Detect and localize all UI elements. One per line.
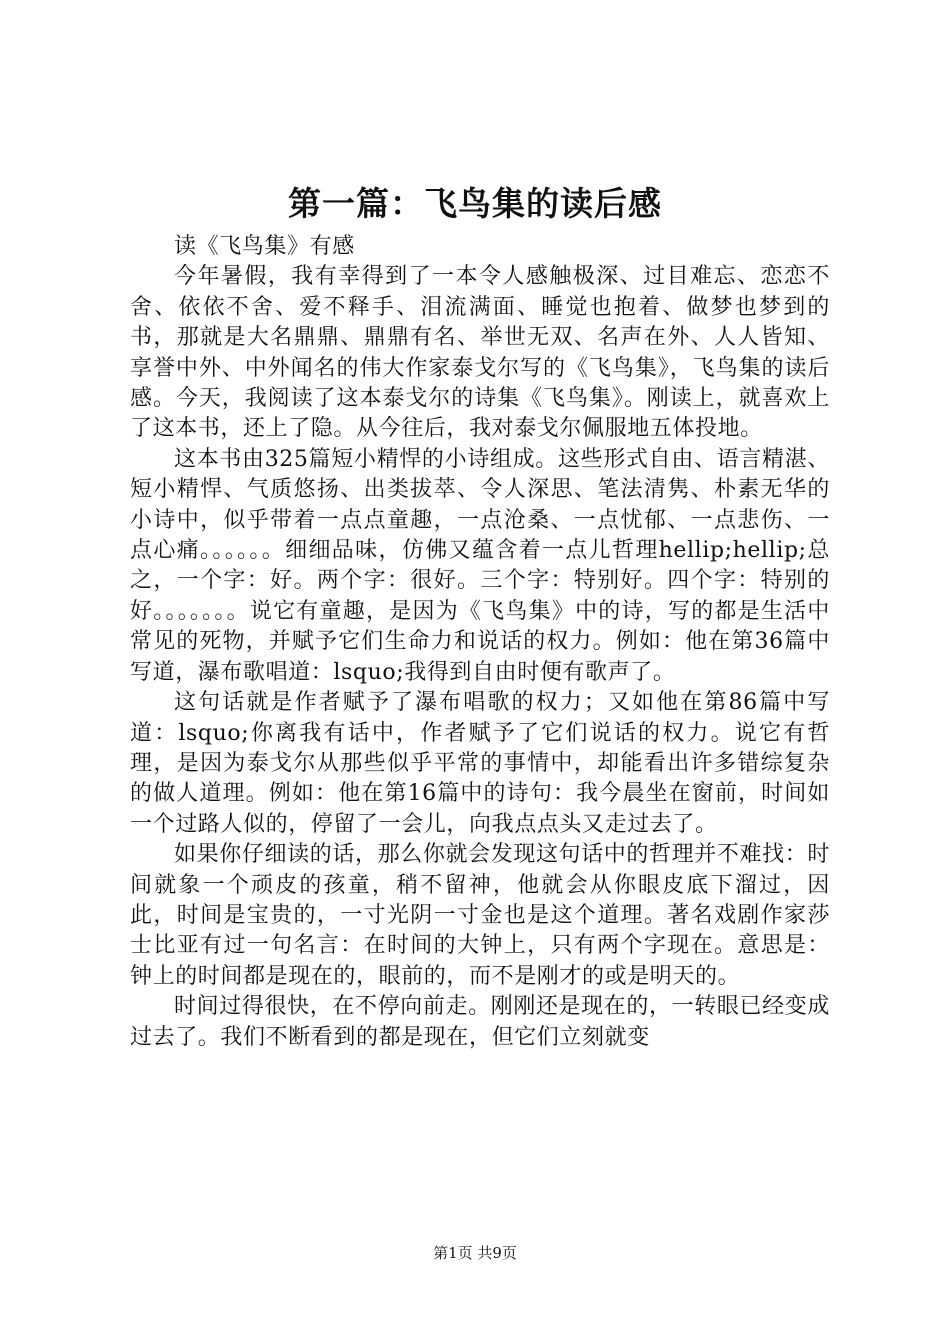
- paragraph: 时间过得很快，在不停向前走。刚刚还是现在的，一转眼已经变成过去了。我们不断看到的都是现在，但它们立刻就变: [130, 994, 830, 1050]
- paragraph: 这句话就是作者赋予了瀑布唱歌的权力；又如他在第86篇中写道：lsquo;你离我有话中，作者赋予了它们说话的权力。说它有哲理，是因为泰戈尔从那些似乎平常的事情中，却能看出许多错综复杂的做人道理。例如：他在第16篇中的诗句：我今晨坐在窗前，时间如一个过路人似的，停留了一会儿，向我点点头又走过去了。: [130, 690, 830, 837]
- paragraph-subtitle: 读《飞鸟集》有感: [174, 234, 355, 259]
- document-body: [130, 232, 830, 1053]
- paragraph: 今年暑假，我有幸得到了一本令人感触极深、过目难忘、恋恋不舍、依依不舍、爱不释手、泪流满面、睡觉也抱着、做梦也梦到的书，那就是大名鼎鼎、鼎鼎有名、举世无双、名声在外、人人皆知、享誉中外、中外闻名的伟大作家泰戈尔写的《飞鸟集》，飞鸟集的读后感。今天，我阅读了这本泰戈尔的诗集《飞鸟集》。刚读上，就喜欢上了这本书，还上了隐。从今往后，我对泰戈尔佩服地五体投地。: [130, 264, 830, 442]
- paragraph: 如果你仔细读的话，那么你就会发现这句话中的哲理并不难找：时间就象一个顽皮的孩童，稍不留神，他就会从你眼皮底下溜过，因此，时间是宝贵的，一寸光阴一寸金也是这个道理。著名戏剧作家莎士比亚有过一句名言：在时间的大钟上，只有两个字现在。意思是：钟上的时间都是现在的，眼前的，而不是刚才的或是明天的。: [130, 842, 830, 989]
- paragraph: 这本书由325篇短小精悍的小诗组成。这些形式自由、语言精湛、短小精悍、气质悠扬、出类拔萃、令人深思、笔法清隽、朴素无华的小诗中，似乎带着一点点童趣，一点沧桑、一点忧郁、一点悲伤、一点心痛。。。。。。细细品味，仿佛又蕴含着一点儿哲理hellip;hellip;总之，一个字：好。两个字：很好。三个字：特别好。四个字：特别的好。。。。。。。说它有童趣，是因为《飞鸟集》中的诗，写的都是生活中常见的死物，并赋予它们生命力和说话的权力。例如：他在第36篇中写道，瀑布歌唱道：lsquo;我得到自由时便有歌声了。: [130, 446, 830, 685]
- page-footer: 第1页 共9页: [433, 1244, 517, 1262]
- document-title: 第一篇：飞鸟集的读后感: [288, 184, 662, 223]
